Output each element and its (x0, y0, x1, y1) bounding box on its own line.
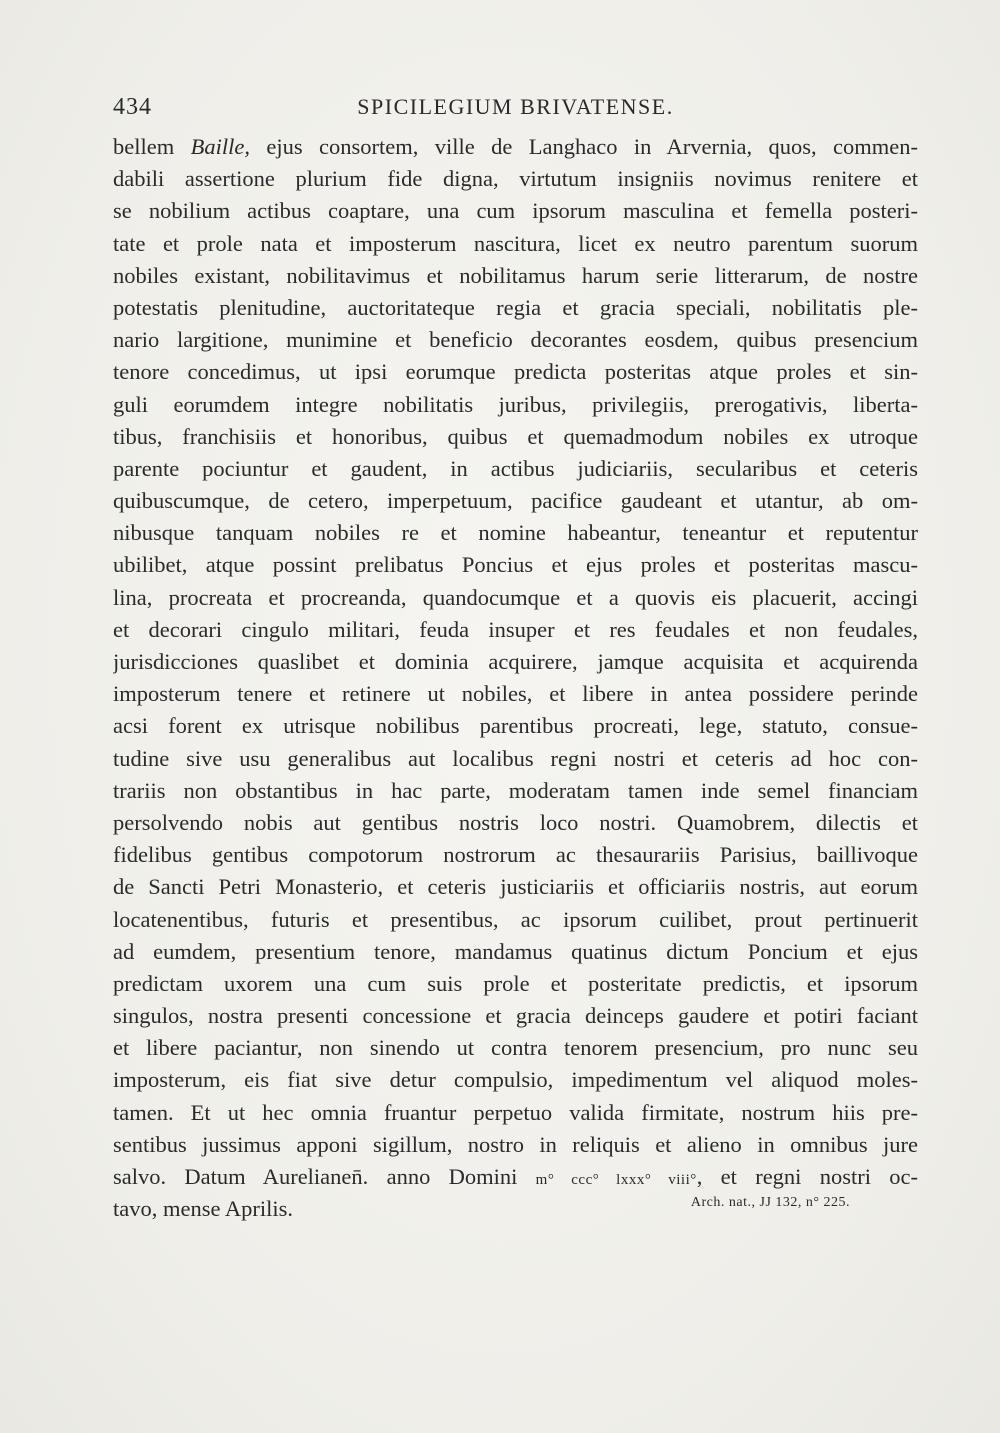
text-line: nario largitione, munimine et beneficio decorantes eosdem, quibus presencium (113, 327, 918, 353)
line-text: salvo. Datum Aurelianen̄. anno Domini (113, 1164, 536, 1189)
text-line: quibuscumque, de cetero, imperpetuum, pacifice gaudeant et utantur, ab om- (113, 488, 918, 514)
text-line: lina, procreata et procreanda, quandocumque et a quovis eis placuerit, accingi (113, 584, 918, 610)
text-line: fidelibus gentibus compotorum nostrorum ac thesaurariis Parisius, baillivoque (113, 842, 918, 868)
running-title: SPICILEGIUM BRIVATENSE. (357, 94, 674, 119)
text-line: imposterum tenere et retinere ut nobiles, et libere in antea possidere perinde (113, 681, 918, 707)
text-line: guli eorumdem integre nobilitatis juribus, privilegiis, prerogativis, liberta- (113, 391, 918, 417)
text-line: tate et prole nata et imposterum nascitura, licet ex neutro parentum suorum (113, 230, 918, 256)
text-line: tibus, franchisiis et honoribus, quibus et quemadmodum nobiles ex utroque (113, 423, 918, 449)
text-line: et libere paciantur, non sinendo ut contra tenorem presencium, pro nunc seu (113, 1035, 918, 1061)
text-line: ad eumdem, presentium tenore, mandamus quatinus dictum Poncium et ejus (113, 938, 918, 964)
text-line: predictam uxorem una cum suis prole et posteritate predictis, et ipsorum (113, 970, 918, 996)
text-line: potestatis plenitudine, auctoritateque regia et gracia speciali, nobilitatis ple- (113, 294, 918, 320)
line-text: , et regni nostri oc- (696, 1164, 918, 1189)
text-line: tudine sive usu generalibus aut localibus regni nostri et ceteris ad hoc con- (113, 745, 918, 771)
text-line: singulos, nostra presenti concessione et gracia deinceps gaudere et potiri faciant (113, 1003, 918, 1029)
text-line: nibusque tanquam nobiles re et nomine habeantur, teneantur et reputentur (113, 520, 918, 546)
text-line: trariis non obstantibus in hac parte, moderatam tamen inde semel financiam (113, 777, 918, 803)
text-line: persolvendo nobis aut gentibus nostris loco nostri. Quamobrem, dilectis et (113, 809, 918, 835)
line-text: bellem (113, 134, 191, 159)
page-number: 434 (113, 94, 152, 120)
text-line: se nobilium actibus coaptare, una cum ipsorum masculina et femella posteri- (113, 198, 918, 224)
line-text: ejus consortem, ville de Langhaco in Arvernia, quos, commen- (249, 134, 918, 159)
text-line: jurisdicciones quaslibet et dominia acquirere, jamque acquisita et acquirenda (113, 649, 918, 674)
text-line: tenore concedimus, ut ipsi eorumque predicta posteritas atque proles et sin- (113, 359, 918, 385)
text-line (113, 131, 918, 163)
text-line: locatenentibus, futuris et presentibus, ac ipsorum cuilibet, prout pertinuerit (113, 906, 918, 932)
text-line (113, 1161, 918, 1193)
text-line: ubilibet, atque possint prelibatus Poncius et ejus proles et posteritas mascu- (113, 552, 918, 578)
body-text (113, 131, 918, 1225)
text-line: tamen. Et ut hec omnia fruantur perpetuo valida firmitate, nostrum hiis pre- (113, 1099, 918, 1125)
date-small-caps: m° ccc° lxxx° viii° (535, 1172, 697, 1188)
text-line: tavo, mense Aprilis. (113, 1196, 293, 1222)
text-line: acsi forent ex utrisque nobilibus parentibus procreati, lege, statuto, consue- (113, 713, 918, 739)
text-line: imposterum, eis fiat sive detur compulsio, impedimentum vel aliquod moles- (113, 1067, 918, 1093)
source-citation: Arch. nat., JJ 132, n° 225. (690, 1195, 850, 1210)
text-line: de Sancti Petri Monasterio, et ceteris justiciariis et officiariis nostris, aut eorum (113, 874, 918, 900)
text-line: dabili assertione plurium fide digna, virtutum insigniis novimus renitere et (113, 166, 918, 192)
text-line: nobiles existant, nobilitavimus et nobilitamus harum serie litterarum, de nostre (113, 262, 918, 288)
text-line: parente pociuntur et gaudent, in actibus judiciariis, secularibus et ceteris (113, 455, 918, 481)
text-line: et decorari cingulo militari, feuda insuper et res feudales et non feudales, (113, 616, 918, 642)
text-line: sentibus jussimus apponi sigillum, nostro in reliquis et alieno in omnibus jure (113, 1131, 918, 1157)
italic-name: Baille, (190, 134, 250, 159)
running-head (113, 94, 918, 126)
